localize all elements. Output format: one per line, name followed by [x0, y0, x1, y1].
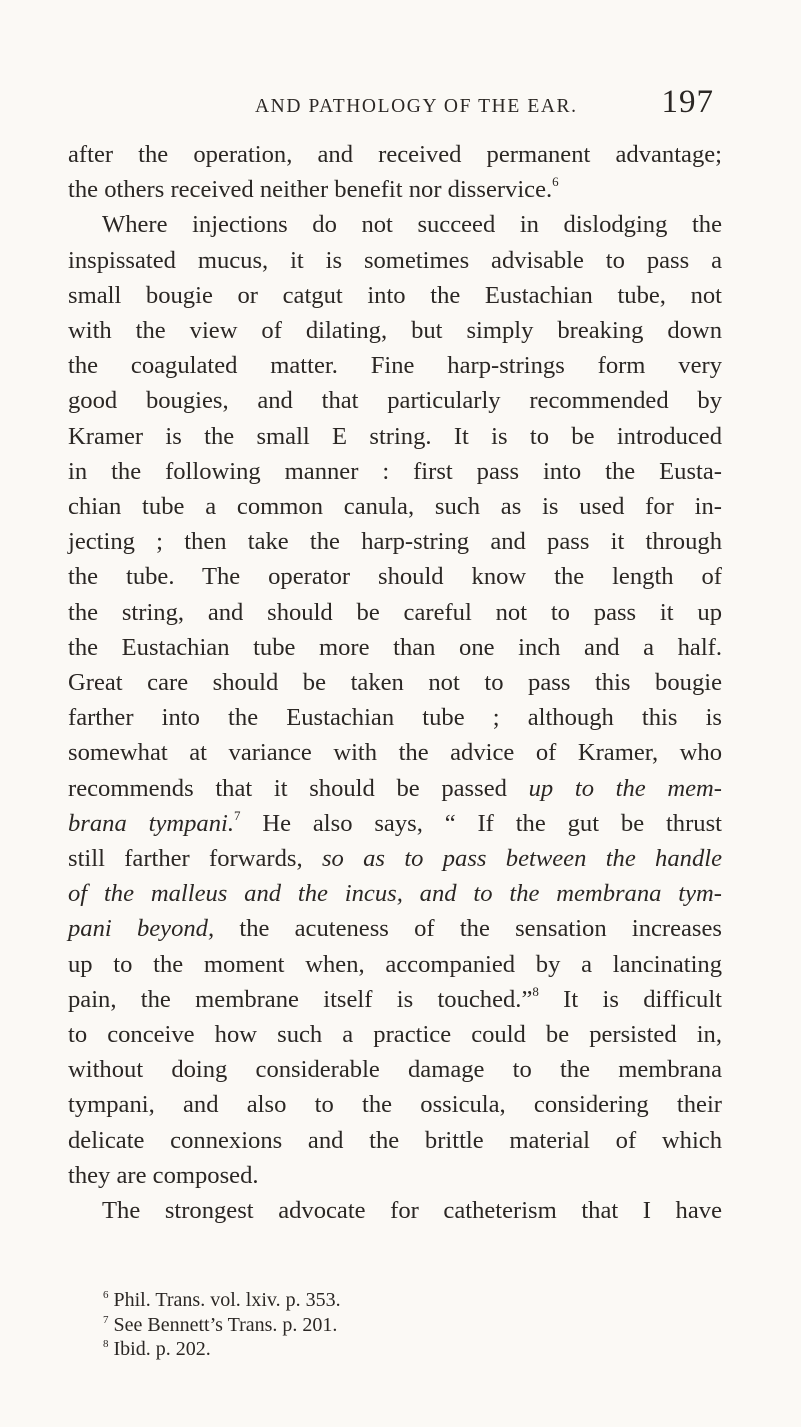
text-line: in the following manner : first pass into the Eusta- — [68, 457, 722, 485]
text-line: the string, and should be careful not to pass it up — [68, 598, 722, 626]
text-line: Kramer is the small E string. It is to be introduced — [68, 422, 722, 450]
italic-text: pani beyond, — [68, 915, 215, 943]
footnote-mark: 7 — [103, 1313, 109, 1326]
text-line: The strongest advocate for catheterism that I have — [102, 1197, 722, 1225]
footnote-ref: 8 — [532, 983, 539, 999]
footnote: $^8$ Ibid. p. 202. — [103, 1338, 211, 1360]
running-head: AND PATHOLOGY OF THE EAR. — [255, 96, 578, 117]
text-line: pani beyond, the acuteness of the sensation increases — [68, 915, 722, 943]
italic-text: brana tympani. — [68, 809, 234, 837]
text-line: Where injections do not succeed in dislodging the — [102, 211, 722, 239]
footnote-mark: 8 — [103, 1338, 109, 1350]
text-line: the coagulated matter. Fine harp-strings form very — [68, 352, 722, 380]
text-line: chian tube a common canula, such as is used for in- — [68, 493, 722, 521]
text-line: farther into the Eustachian tube ; although this is — [68, 704, 722, 732]
text-line — [68, 876, 722, 911]
text-line: small bougie or catgut into the Eustachian tube, not — [68, 281, 722, 309]
text-line: tympani, and also to the ossicula, considering their — [68, 1091, 722, 1119]
text-line: after the operation, and received permanent advantage; — [68, 141, 722, 168]
italic-text: so as to pass between the handle — [321, 845, 722, 873]
footnote-mark: 6 — [103, 1289, 109, 1301]
text-line: Great care should be taken not to pass this bougie — [68, 669, 722, 697]
body-text — [68, 137, 722, 1228]
text-line: pain, the membrane itself is touched.”$^8$ It is difficult — [68, 983, 722, 1013]
footnote-ref: 6 — [552, 174, 559, 190]
text-line: brana tympani.$^7$ He also says, “ If the gut be thrust — [68, 807, 722, 837]
text-line: good bougies, and that particularly recommended by — [68, 387, 722, 415]
italic-text: of the malleus and the incus, and to the membrana tym- — [68, 880, 722, 908]
text-line: the Eustachian tube more than one inch and a half. — [68, 633, 722, 661]
text-line: recommends that it should be passed up to the mem- — [68, 774, 722, 802]
italic-text: up to the mem- — [528, 774, 722, 802]
text-line: inspissated mucus, it is sometimes advisable to pass a — [68, 246, 722, 274]
footnotes — [103, 1288, 663, 1362]
text-line: still farther forwards, so as to pass between the handle — [68, 845, 722, 873]
text-line: without doing considerable damage to the membrana — [68, 1056, 722, 1084]
footnote: $^6$ Phil. Trans. vol. lxiv. p. 353. — [103, 1289, 341, 1311]
page-header — [0, 78, 801, 128]
text-line: to conceive how such a practice could be persisted in, — [68, 1021, 722, 1049]
text-line: they are composed. — [68, 1161, 259, 1189]
text-line: the tube. The operator should know the length of — [68, 563, 722, 591]
text-line: with the view of dilating, but simply breaking down — [68, 317, 722, 345]
text-line: somewhat at variance with the advice of Kramer, who — [68, 739, 722, 767]
footnote: $^7$ See Bennett’s Trans. p. 201. — [103, 1313, 338, 1336]
text-line: delicate connexions and the brittle material of which — [68, 1126, 722, 1154]
page-number: 197 — [661, 84, 714, 120]
text-line: jecting ; then take the harp-string and pass it through — [68, 528, 722, 556]
text-line: the others received neither benefit nor disservice.$^6$ — [68, 174, 559, 204]
footnote-ref: 7 — [234, 807, 241, 823]
text-line: up to the moment when, accompanied by a lancinating — [68, 950, 722, 978]
